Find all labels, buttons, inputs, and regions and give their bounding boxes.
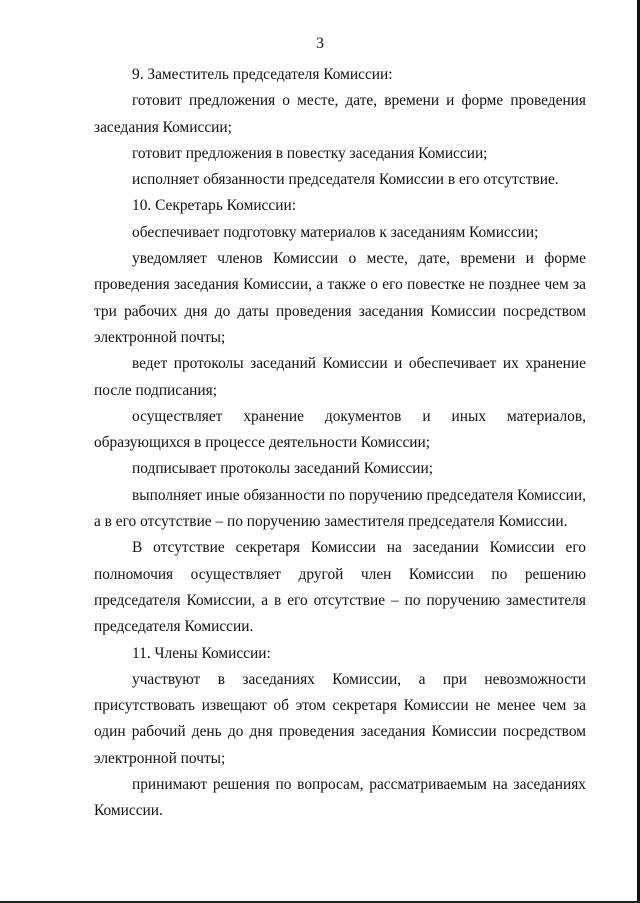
paragraph-9-heading: 9. Заместитель председателя Комиссии: [132, 66, 393, 83]
paragraph: исполняет обязанности председателя Комиссии в его отсутствие. [132, 171, 559, 189]
paragraph: ведет протоколы заседаний Комиссии и обеспечивает их хранение после подписания; [94, 355, 586, 399]
paragraph: осуществляет хранение документов и иных материалов, образующихся в процессе деятельности Комиссии; [94, 407, 586, 452]
paragraph-11-heading: 11. Члены Комиссии: [132, 644, 271, 662]
paragraph: принимают решения по вопросам, рассматриваемым на заседаниях Комиссии. [94, 776, 586, 820]
paragraph: уведомляет членов Комиссии о месте, дате, времени и форме проведения заседания Комиссии, а также о его повестке не позднее чем за три рабочих дня до даты проведения заседания Комиссии посредством электронной почты; [94, 250, 586, 346]
paragraph: подписывает протоколы заседаний Комиссии; [132, 460, 434, 478]
paragraph: В отсутствие секретаря Комиссии на заседании Комиссии его полномочия осуществляет другой член Комиссии по решению председателя Комиссии, а в его отсутствие – по поручению заместителя председателя Комиссии. [94, 539, 586, 636]
paragraph: готовит предложения о месте, дате, времени и форме проведения заседания Комиссии; [94, 92, 586, 136]
paragraph: готовит предложения в повестку заседания Комиссии; [132, 144, 488, 162]
paragraph: выполняет иные обязанности по поручению председателя Комиссии, а в его отсутствие – по поручению заместителя председателя Комиссии. [94, 486, 586, 531]
document-body [94, 62, 586, 825]
paragraph-10-heading: 10. Секретарь Комиссии: [132, 197, 296, 215]
page-number: 3 [316, 35, 324, 52]
paragraph: обеспечивает подготовку материалов к заседаниям Комиссии; [132, 223, 539, 241]
paragraph: участвуют в заседаниях Комиссии, а при невозможности присутствовать извещают об этом секретаря Комиссии не менее чем за один рабочий день до дня проведения заседания Комиссии посредством электронной почты; [94, 670, 586, 767]
